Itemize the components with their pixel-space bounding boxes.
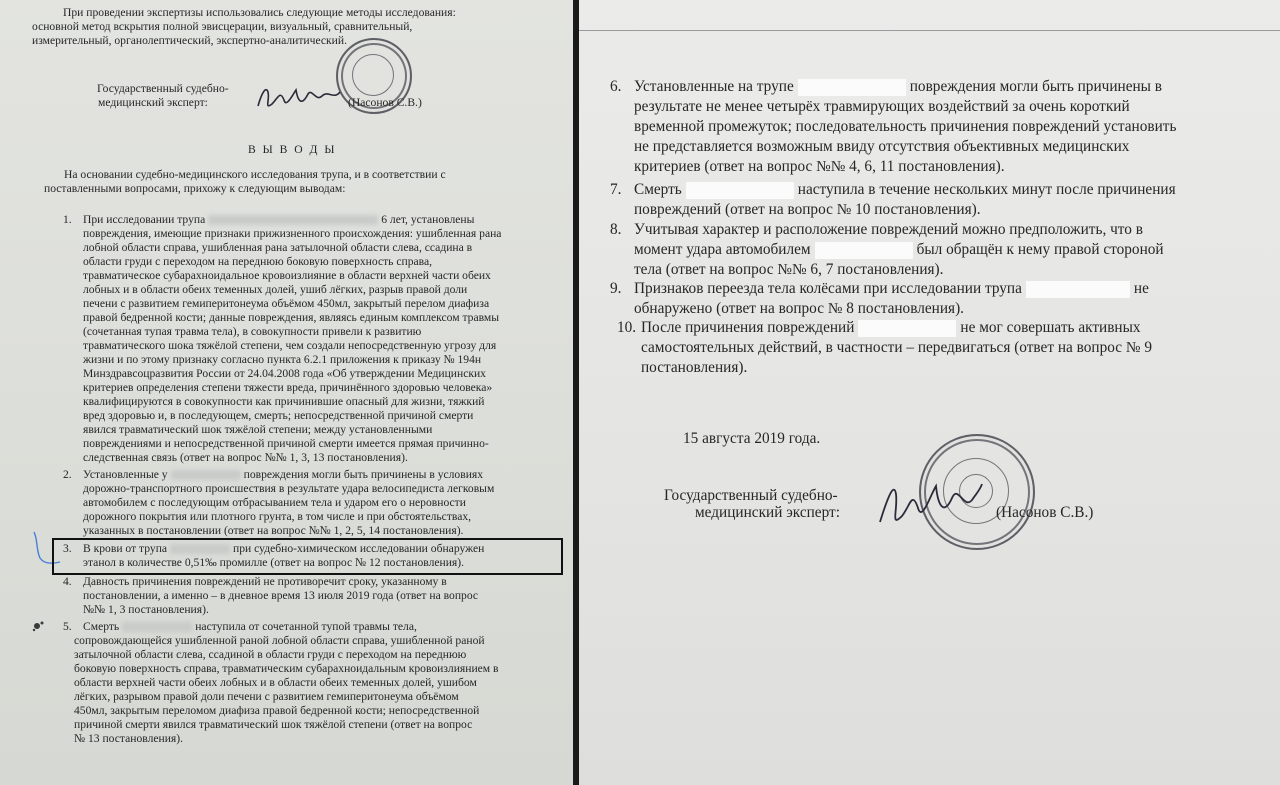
item-2-line: дорожно-транспортного происшествия в результате удара велосипедиста легковым — [83, 482, 495, 495]
item-5-line: лёгких, разрывом правой доли печени с развитием гемиперитонеума объёмом — [74, 690, 459, 703]
item-1-line: следственная связь (ответ на вопрос №№ 1, 3, 13 постановления). — [83, 451, 408, 464]
item-8-number: 8. — [610, 221, 622, 238]
item-1-line: жизни и по этому признаку согласно пункта 6.2.1 приложения к приказу № 194н — [83, 353, 482, 366]
item-5-line: 450мл, закрытым переломом диафиза правой бедренной кости; непосредственной — [74, 704, 480, 717]
item-1-line: печени с развитием гемиперитонеума объёмом 450мл, закрытый перелом диафиза — [83, 297, 490, 310]
item-1-line: повреждения, имеющие признаки прижизненного происхождения: ушибленная рана — [83, 227, 502, 240]
item-8-first-line: Учитывая характер и расположение повреждений можно предположить, что в — [634, 221, 1143, 238]
item-10-first-line: После причинения повреждений не мог совершать активных — [641, 319, 1141, 336]
item-1-number: 1. — [63, 213, 72, 226]
item-8-second-line: момент удара автомобилем был обращён к нему правой стороной — [634, 241, 1164, 258]
intro-line-2: основной метод вскрытия полной эвисцерации, визуальный, сравнительный, — [32, 20, 413, 33]
item-1-line: (сочетанная тупая травма тела), в совокупности привели к развитию — [83, 325, 422, 338]
intro-line-3: измерительный, органолептический, экспертно-аналитический. — [32, 34, 347, 47]
preamble-line-1: На основании судебно-медицинского исследования трупа, и в соответствии с — [64, 168, 446, 181]
item-4-line: постановлении, а именно – в дневное время 13 июля 2019 года (ответ на вопрос — [83, 589, 479, 602]
preamble-line-2: поставленными вопросами, прихожу к следующим выводам: — [44, 182, 346, 195]
item-6-line: критериев (ответ на вопрос №№ 4, 6, 11 постановления). — [634, 158, 1005, 175]
item-4-line: Давность причинения повреждений не противоречит сроку, указанному в — [83, 575, 447, 588]
item-1-line: критериев определения степени тяжести вреда, причинённого здоровью человека» — [83, 381, 493, 394]
item-5-first-line: Смерть наступила от сочетанной тупой травмы тела, — [83, 620, 417, 633]
item-5-line: причиной смерти явился травматический шок тяжёлой степени (ответ на вопрос — [74, 718, 473, 731]
item-7-first-line: Смерть наступила в течение нескольких минут после причинения — [634, 181, 1176, 198]
item-7-second-line: повреждений (ответ на вопрос № 10 постановления). — [634, 201, 981, 218]
item-8-third-line: тела (ответ на вопрос №№ 6, 7 постановления). — [634, 261, 944, 278]
item-6-line: не представляется возможным ввиду отсутствия объективных медицинских — [634, 138, 1130, 155]
expert-label-line-1: Государственный судебно- — [97, 82, 229, 95]
signature-icon — [250, 82, 345, 114]
item-1-line: квалифицируются в совокупности как причинившие опасный для жизни, тяжкий — [83, 395, 485, 408]
left-document-page — [0, 0, 573, 785]
item-2-line: указанных в постановлении (ответ на вопрос №№ 1, 2, 5, 14 постановления). — [83, 524, 464, 537]
expert-name: (Насонов С.В.) — [996, 504, 1094, 521]
item-6-number: 6. — [610, 78, 622, 95]
item-3-first-line: В крови от трупа при судебно-химическом исследовании обнаружен — [83, 542, 485, 555]
expert-label-line-2: медицинский эксперт: — [98, 96, 208, 109]
signature-icon — [874, 476, 984, 536]
item-2-number: 2. — [63, 468, 72, 481]
item-1-line: явился травматический шок тяжёлой степени; между установленными — [83, 423, 433, 436]
page-top-rule — [579, 30, 1280, 31]
expert-label-line-2: медицинский эксперт: — [695, 504, 840, 521]
expert-label-line-1: Государственный судебно- — [664, 487, 838, 504]
item-1-line: вред здоровью и, в последующем, смерть; непосредственной причиной смерти — [83, 409, 474, 422]
expert-name: (Насонов С.В.) — [348, 96, 422, 109]
item-2-line: автомобилем с последующим отбрасыванием тела и ударом его о неровности — [83, 496, 466, 509]
item-6-line: временной промежуток; последовательность причинения повреждений установить — [634, 118, 1177, 135]
item-5-line: области верхней части обеих лобных и в области обеих теменных долей, ушибом — [74, 676, 477, 689]
item-5-number: 5. — [63, 620, 72, 633]
item-1-line: области груди с переходом на переднюю боковую поверхность справа, — [83, 255, 433, 268]
item-1-line: правой бедренной кости; данные повреждения, являясь единым комплексом травмы — [83, 311, 500, 324]
conclusions-heading: В Ы В О Д Ы — [248, 143, 337, 156]
item-1-line: Минздравсоцразвития России от 24.04.2008 года «Об утверждении Медицинских — [83, 367, 486, 380]
item-4-line: №№ 1, 3 постановления). — [83, 603, 209, 616]
item-1-line: травматического шока тяжёлой степени, чем создали непосредственную угрозу для — [83, 339, 497, 352]
item-5-line: боковую поверхность справа, травматическим субарахноидальным кровоизлиянием в — [74, 662, 499, 675]
item-1-line: лобной области справа, ушибленная рана затылочной области слева, ссадина в — [83, 241, 473, 254]
item-4-number: 4. — [63, 575, 72, 588]
item-5-line: затылочной области слева, ссадиной в области груди с переходом на переднюю — [74, 648, 467, 661]
right-document-page — [579, 0, 1280, 785]
item-9-second-line: обнаружено (ответ на вопрос № 8 постановления). — [634, 300, 964, 317]
item-2-line: дорожного покрытия или плотного грунта, в том числе и при обстоятельствах, — [83, 510, 472, 523]
item-5-line: № 13 постановления). — [74, 732, 183, 745]
intro-line-1: При проведении экспертизы использовались следующие методы исследования: — [63, 6, 456, 19]
item-1-line: повреждениями и непосредственной причиной смерти имеется прямая причинно- — [83, 437, 489, 450]
document-date: 15 августа 2019 года. — [683, 430, 821, 447]
item-10-third-line: постановления). — [641, 359, 748, 376]
item-3-number: 3. — [63, 542, 72, 555]
item-1-first-line: При исследовании трупа 6 лет, установлены — [83, 213, 475, 226]
item-6-first-line: Установленные на трупе повреждения могли быть причинены в — [634, 78, 1163, 95]
item-1-line: травматическое субарахноидальное кровоизлияние в области верхней части обеих — [83, 269, 491, 282]
item-10-number: 10. — [617, 319, 637, 336]
item-7-number: 7. — [610, 181, 622, 198]
ink-spot-icon — [30, 618, 46, 634]
item-5-line: сопровождающейся ушибленной раной лобной области справа, ушибленной раной — [74, 634, 485, 647]
item-6-line: результате не менее четырёх травмирующих воздействий за очень короткий — [634, 98, 1130, 115]
item-10-second-line: самостоятельных действий, в частности – передвигаться (ответ на вопрос № 9 — [641, 339, 1152, 356]
item-1-line: лобных и в области обеих теменных долей, ушиб лёгких, разрыв правой доли — [83, 283, 468, 296]
item-9-number: 9. — [610, 280, 622, 297]
item-9-first-line: Признаков переезда тела колёсами при исследовании трупа не — [634, 280, 1149, 297]
item-3-second-line: этанол в количестве 0,51‰ промилле (ответ на вопрос № 12 постановления). — [83, 556, 465, 569]
item-2-first-line: Установленные у повреждения могли быть причинены в условиях — [83, 468, 484, 481]
